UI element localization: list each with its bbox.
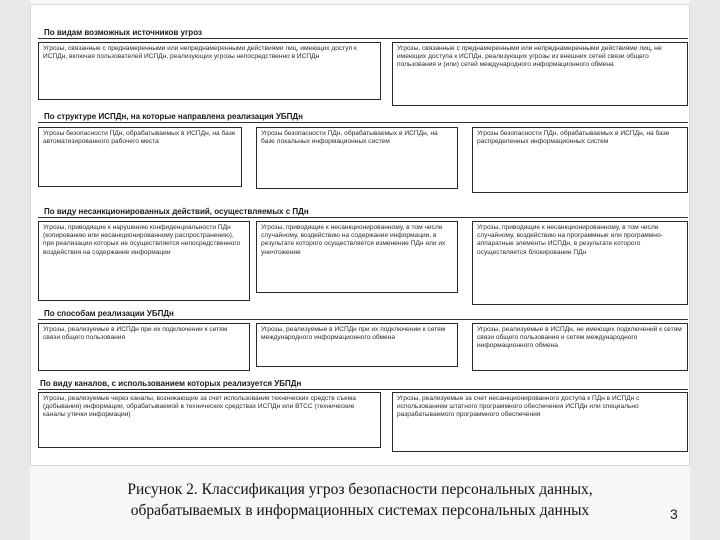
box-insider-threats: Угрозы, связанные с преднамеренными или непреднамеренными действиями лиц, имеющих доступ к ИСПДн, включая пользователей ИСПДн, реализующих угрозы непосредственно в ИСПДн <box>38 42 381 100</box>
box-distributed-systems-threats: Угрозы безопасности ПДн, обрабатываемых в ИСПДн, на базе распределенных информационных систем <box>472 127 688 193</box>
section-rule <box>38 122 688 123</box>
box-isolated-systems-threats: Угрозы, реализуемые в ИСПДн, не имеющих подключений к сетям связи общего пользования и сетям международного информационного обмена <box>472 323 688 371</box>
page-margin-left <box>0 0 30 540</box>
box-unauthorized-access-threats: Угрозы, реализуемые за счет несанкционированного доступа к ПДн в ИСПДн с использованием штатного программного обеспечения ИСПДн или специально разрабатываемого программного обеспечения <box>392 392 688 452</box>
box-availability-threats: Угрозы, приводящие к несанкционированному, в том числе случайному, воздействию на программные или программно-аппаратные элементы ИСПДн, в результате которого осуществляется блокирование ПДн <box>472 221 688 305</box>
box-international-networks-threats: Угрозы, реализуемые в ИСПДн при их подключении к сетям международного информационного обмена <box>256 323 458 367</box>
section-title-channels: По виду каналов, с использованием которых реализуется УБПДн <box>40 379 302 388</box>
caption-line-1: Рисунок 2. Классификация угроз безопасности персональных данных, <box>127 481 593 498</box>
box-local-systems-threats: Угрозы безопасности ПДн, обрабатываемых в ИСПДн, на базе локальных информационных систем <box>256 127 458 189</box>
section-rule <box>38 217 688 218</box>
caption-line-2: обрабатываемых в информационных системах персональных данных <box>130 502 590 519</box>
page-number: 3 <box>670 506 678 522</box>
section-rule <box>38 38 688 39</box>
box-public-networks-threats: Угрозы, реализуемые в ИСПДн при их подключении к сетям связи общего пользования <box>38 323 250 371</box>
section-title-threat-sources: По видам возможных источников угроз <box>44 28 202 37</box>
box-external-threats: Угрозы, связанные с преднамеренными или непреднамеренными действиями лиц, не имеющих доступа к ИСПДн, реализующих угрозы из внешних сетей связи общего пользования и (или) сетей международного информационного обмена <box>392 42 688 106</box>
figure-caption <box>60 479 660 521</box>
section-title-implementation-methods: По способам реализации УБПДн <box>44 309 174 318</box>
section-rule <box>38 389 688 390</box>
box-integrity-threats: Угрозы, приводящие к несанкционированному, в том числе случайному, воздействию на содержание информации, в результате которого осуществляется изменение ПДн или их уничтожение <box>256 221 458 293</box>
page-margin-right <box>690 0 720 540</box>
box-arm-threats: Угрозы безопасности ПДн, обрабатываемых в ИСПДн, на базе автоматизированного рабочего места <box>38 127 242 187</box>
section-title-structure: По структуре ИСПДн, на которые направлена реализация УБПДн <box>44 112 303 121</box>
box-technical-channels-threats: Угрозы, реализуемые через каналы, возникающие за счет использования технических средств съема (добывания) информации, обрабатываемой в технических средствах ИСПДн или ВТСС (технические каналы утечки информации) <box>38 392 381 448</box>
section-title-unauthorized-actions: По виду несанкционированных действий, осуществляемых с ПДн <box>44 207 309 216</box>
box-confidentiality-threats: Угрозы, приводящие к нарушению конфиденциальности ПДн (копированию или несанкционированному распространению), при реализации которых не осуществляется непосредственного воздействия на содержание информации <box>38 221 250 301</box>
section-rule <box>38 319 688 320</box>
